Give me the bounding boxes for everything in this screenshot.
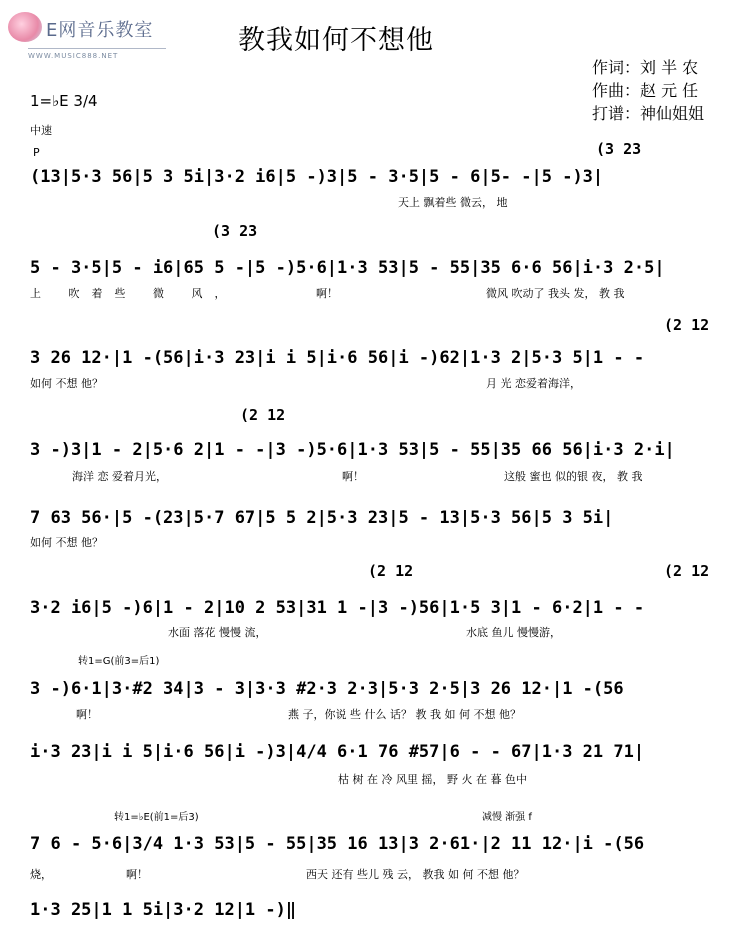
lyrics-line: 如何 不想 他？ bbox=[30, 536, 103, 549]
notation-line: 7 6 - 5·6|3/4 1·3 53|5 - 55|35 16 13|3 2·61·|2 11 12·|i -(56 bbox=[30, 834, 645, 854]
grace-notes: (2 12 bbox=[368, 562, 414, 580]
notation-line: 7 63 56·|5 -(23|5·7 67|5 5 2|5·3 23|5 - 13|5·3 56|5 3 5i| bbox=[30, 508, 614, 528]
lyrics-line: 啊！ bbox=[76, 708, 98, 721]
notation-line: 3 -)6·1|3·#2 34|3 - 3|3·3 #2·3 2·3|5·3 2·5|3 26 12·|1 -(56 bbox=[30, 679, 624, 699]
lyrics-line: 天上 飘着些 微云， 地 bbox=[398, 196, 508, 209]
notation-line: 3·2 i6|5 -)6|1 - 2|10 2 53|31 1 -|3 -)56|1·5 3|1 - 6·2|1 - - bbox=[30, 598, 645, 618]
lyrics-line: 啊！ bbox=[316, 287, 338, 300]
notation-line: 3 26 12·|1 -(56|i·3 23|i i 5|i·6 56|i -)62|1·3 2|5·3 5|1 - - bbox=[30, 348, 645, 368]
lyrics-line: 啊！ bbox=[342, 470, 364, 483]
notation-line: (13|5·3 56|5 3 5i|3·2 i6|5 -)3|5 - 3·5|5 - 6|5- -|5 -)3| bbox=[30, 167, 604, 187]
lyrics-line: 月 光 恋爱着海洋， bbox=[486, 377, 581, 390]
score-system-5 bbox=[0, 500, 752, 556]
modulation-annotation: 转1=G(前3=后1) bbox=[78, 656, 160, 667]
expression-annotation: 减慢 渐强 f bbox=[482, 812, 532, 823]
lyrics-line: 燕 子，你说 些 什么 话？ 教 我 如 何 不想 他？ bbox=[288, 708, 521, 721]
lyrics-line: 枯 树 在 冷 风里 摇， 野 火 在 暮 色中 bbox=[338, 773, 527, 786]
lyrics-line: 西天 还有 些儿 残 云， 教我 如 何 不想 他？ bbox=[306, 868, 525, 881]
score-system-8 bbox=[0, 734, 752, 794]
logo-text: E网音乐教室 bbox=[46, 20, 154, 41]
tempo-marking: 中速 bbox=[30, 124, 52, 137]
score-system-4 bbox=[0, 406, 752, 486]
score-system-1 bbox=[0, 140, 752, 210]
score-system-6 bbox=[0, 562, 752, 642]
score-system-10 bbox=[0, 894, 752, 928]
grace-notes: (2 12 bbox=[664, 316, 710, 334]
modulation-annotation: 转1=♭E(前1=后3) bbox=[114, 812, 199, 823]
grace-notes: (2 12 bbox=[664, 562, 710, 580]
credits bbox=[592, 56, 704, 125]
score-system-3 bbox=[0, 316, 752, 394]
key-signature: 1=♭E 3/4 bbox=[30, 92, 98, 110]
notation-line: 3 -)3|1 - 2|5·6 2|1 - -|3 -)5·6|1·3 53|5 - 55|35 66 56|i·3 2·i| bbox=[30, 440, 675, 460]
lyrics-line: 如何 不想 他？ bbox=[30, 377, 103, 390]
logo-flower-icon bbox=[8, 12, 42, 42]
lyrics-line: 水面 落花 慢慢 流， bbox=[168, 626, 267, 639]
notation-line: i·3 23|i i 5|i·6 56|i -)3|4/4 6·1 76 #57|6 - - 67|1·3 21 71| bbox=[30, 742, 645, 762]
score-system-2 bbox=[0, 222, 752, 302]
score-system-9 bbox=[0, 804, 752, 886]
grace-notes: (3 23 bbox=[212, 222, 258, 240]
dynamic-marking: P bbox=[33, 146, 40, 159]
grace-notes: (3 23 bbox=[596, 140, 642, 158]
transcriber: 打谱：神仙姐姐 bbox=[592, 104, 705, 123]
logo-divider bbox=[28, 48, 166, 49]
lyrics-line: 水底 鱼儿 慢慢游， bbox=[466, 626, 561, 639]
grace-notes: (2 12 bbox=[240, 406, 286, 424]
lyricist: 作词：刘 半 农 bbox=[592, 58, 699, 77]
score-system-7 bbox=[0, 652, 752, 724]
notation-line: 1·3 25|1 1 5i|3·2 12|1 -)‖ bbox=[30, 900, 297, 920]
lyrics-line: 上 吹着些 微 风， bbox=[30, 287, 238, 300]
composer: 作曲：赵 元 任 bbox=[592, 81, 699, 100]
site-logo bbox=[8, 10, 168, 58]
lyrics-line: 啊！ bbox=[126, 868, 148, 881]
lyrics-line: 这般 蜜也 似的银 夜， 教 我 bbox=[504, 470, 643, 483]
logo-url: WWW.MUSIC888.NET bbox=[28, 52, 119, 60]
lyrics-line: 烧， bbox=[30, 868, 52, 881]
lyrics-line: 海洋 恋 爱着月光， bbox=[72, 470, 167, 483]
lyrics-line: 微风 吹动了 我头 发， 教 我 bbox=[486, 287, 625, 300]
notation-line: 5 - 3·5|5 - i6|65 5 -|5 -)5·6|1·3 53|5 - 55|35 6·6 56|i·3 2·5| bbox=[30, 258, 665, 278]
song-title: 教我如何不想他 bbox=[238, 25, 434, 56]
